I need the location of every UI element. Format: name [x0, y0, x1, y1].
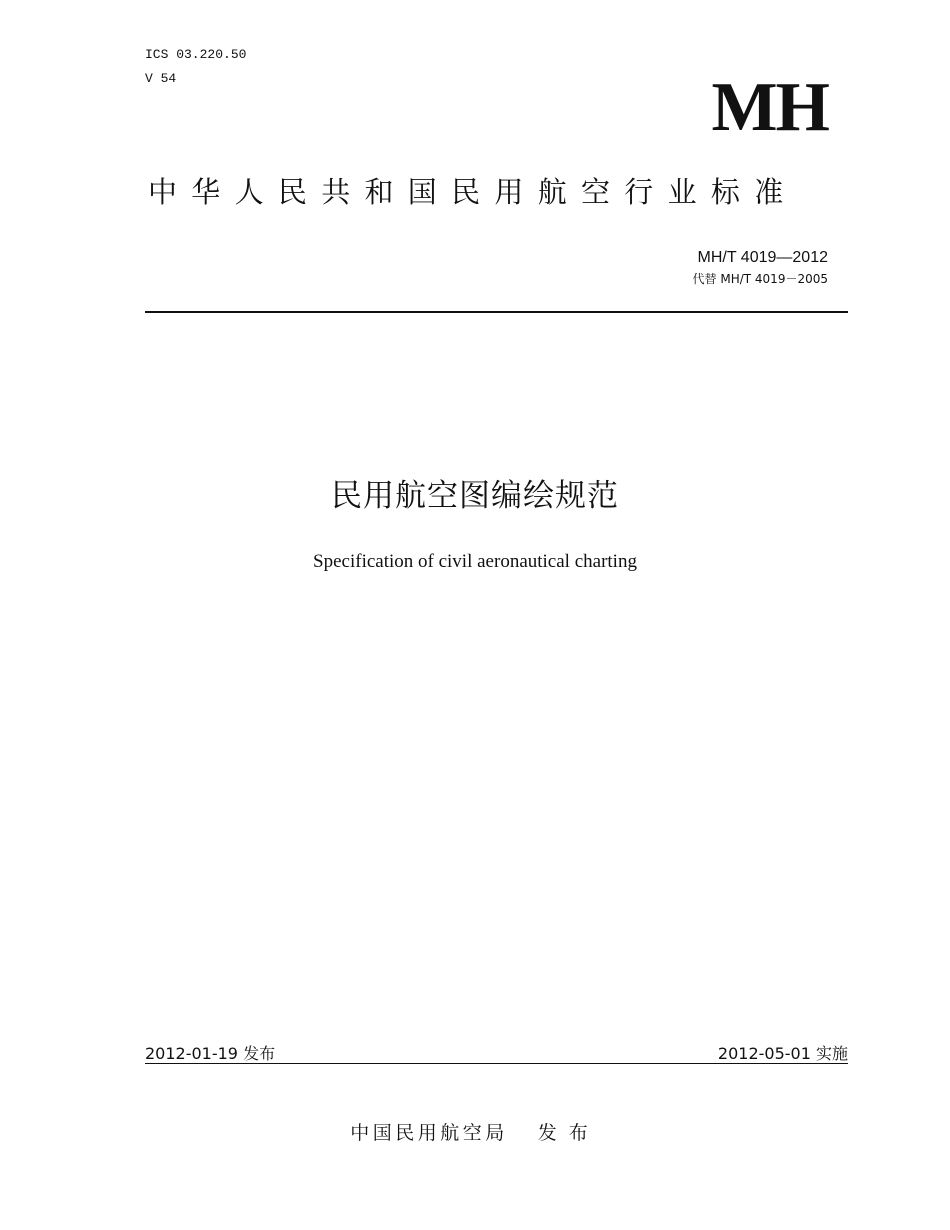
- top-divider: [145, 311, 848, 313]
- document-title-chinese: 民用航空图编绘规范: [331, 478, 619, 514]
- document-title-english: Specification of civil aeronautical charting: [313, 551, 637, 572]
- standard-logo: MH: [711, 69, 828, 146]
- standard-category: 中华人民共和国民用航空行业标准: [148, 175, 798, 209]
- issue-action: 发布: [537, 1122, 600, 1144]
- ccs-code: V 54: [145, 71, 177, 86]
- implementation-date: 2012-05-01 实施: [717, 1044, 848, 1063]
- ics-code: ICS 03.220.50: [145, 47, 247, 62]
- issuing-organization: 中国民用航空局: [350, 1122, 508, 1144]
- issuer-line: [0, 1120, 950, 1146]
- issue-date: 2012-01-19 发布: [145, 1044, 276, 1063]
- standard-number: MH/T 4019—2012: [697, 249, 828, 266]
- bottom-divider: [145, 1063, 848, 1064]
- replaces-standard: 代替 MH/T 4019－2005: [692, 272, 828, 286]
